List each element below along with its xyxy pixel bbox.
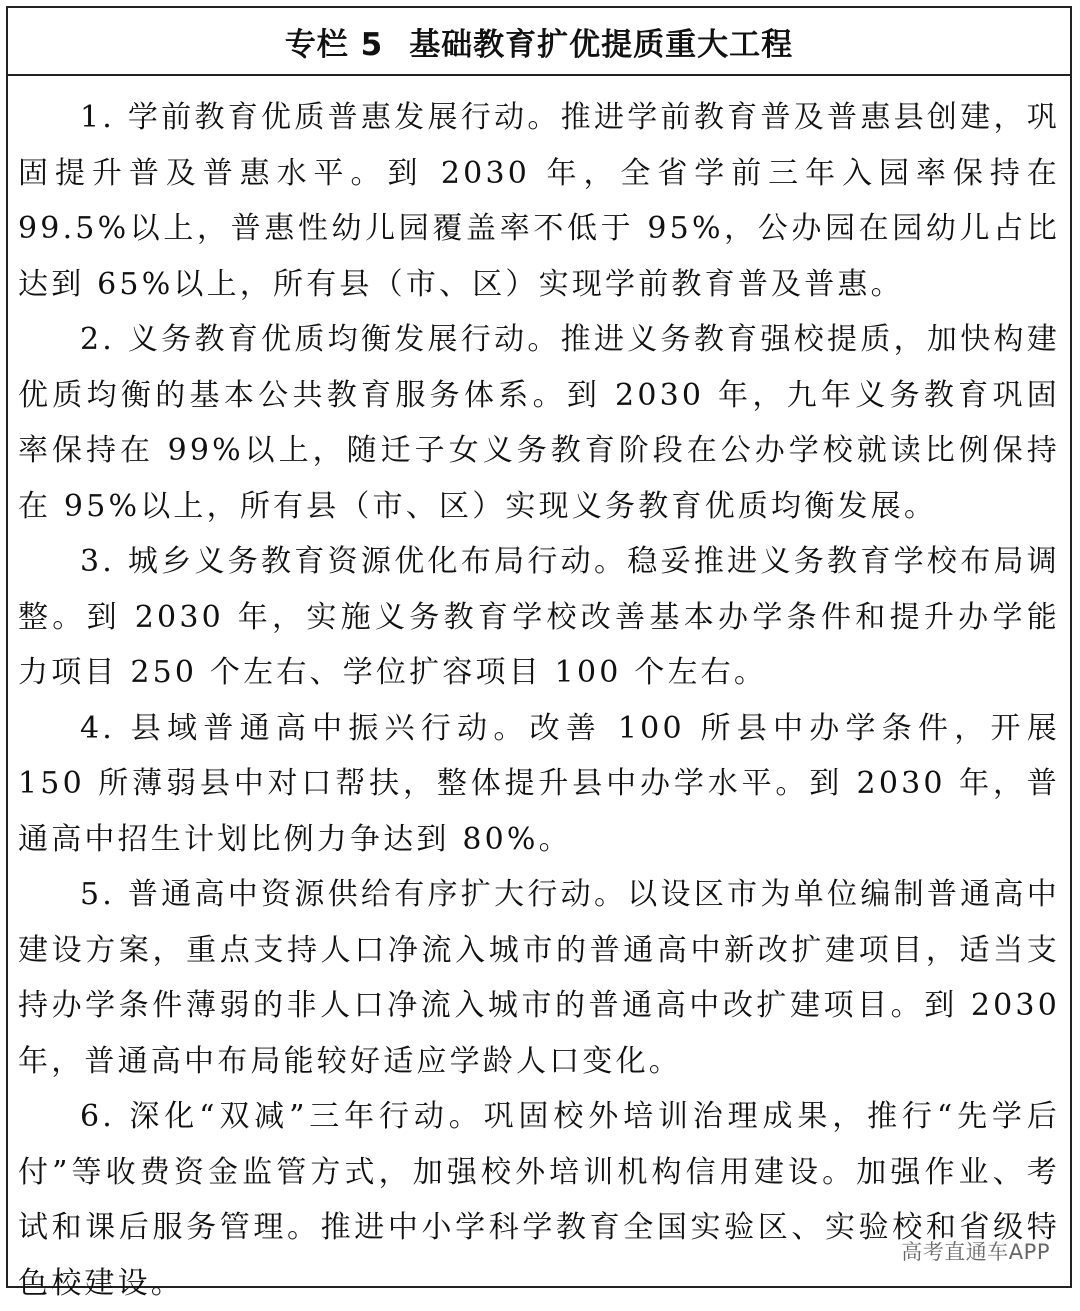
paragraph-5: 5. 普通高中资源供给有序扩大行动。以设区市为单位编制普通高中建设方案，重点支持人口净流入城市的普通高中新改扩建项目，适当支持办学条件薄弱的非人口净流入城市的普通高中改扩建项目。到 2030 年，普通高中布局能较好适应学龄人口变化。	[18, 877, 1060, 1079]
box-header	[8, 8, 1070, 76]
paragraph-3: 3. 城乡义务教育资源优化布局行动。稳妥推进义务教育学校布局调整。到 2030 年，实施义务教育学校改善基本办学条件和提升办学能力项目 250 个左右、学位扩容项目 100 个左右。	[18, 544, 1060, 690]
box-label: 专栏 5	[284, 26, 384, 63]
paragraph-4: 4. 县域普通高中振兴行动。改善 100 所县中办学条件，开展 150 所薄弱县中对口帮扶，整体提升县中办学水平。到 2030 年，普通高中招生计划比例力争达到 80%。	[18, 710, 1060, 857]
box-body	[8, 76, 1070, 1311]
paragraph-2: 2. 义务教育优质均衡发展行动。推进义务教育强校提质，加快构建优质均衡的基本公共教育服务体系。到 2030 年，九年义务教育巩固率保持在 99%以上，随迁子女义务教育阶段在公办学校就读比例保持在 95%以上，所有县（市、区）实现义务教育优质均衡发展。	[18, 322, 1060, 524]
watermark-text: 高考直通车APP	[901, 1240, 1050, 1264]
paragraph-1: 1. 学前教育优质普惠发展行动。推进学前教育普及普惠县创建，巩固提升普及普惠水平。到 2030 年，全省学前三年入园率保持在 99.5%以上，普惠性幼儿园覆盖率不低于 95%，公办园在园幼儿占比达到 65%以上，所有县（市、区）实现学前教育普及普惠。	[18, 100, 1060, 302]
box-title: 基础教育扩优提质重大工程	[409, 26, 794, 63]
feature-box	[6, 6, 1072, 1301]
paragraph-6: 6. 深化“双减”三年行动。巩固校外培训治理成果，推行“先学后付”等收费资金监管方式，加强校外培训机构信用建设。加强作业、考试和课后服务管理。推进中小学科学教育全国实验区、实验校和省级特色校建设。	[18, 1099, 1060, 1301]
